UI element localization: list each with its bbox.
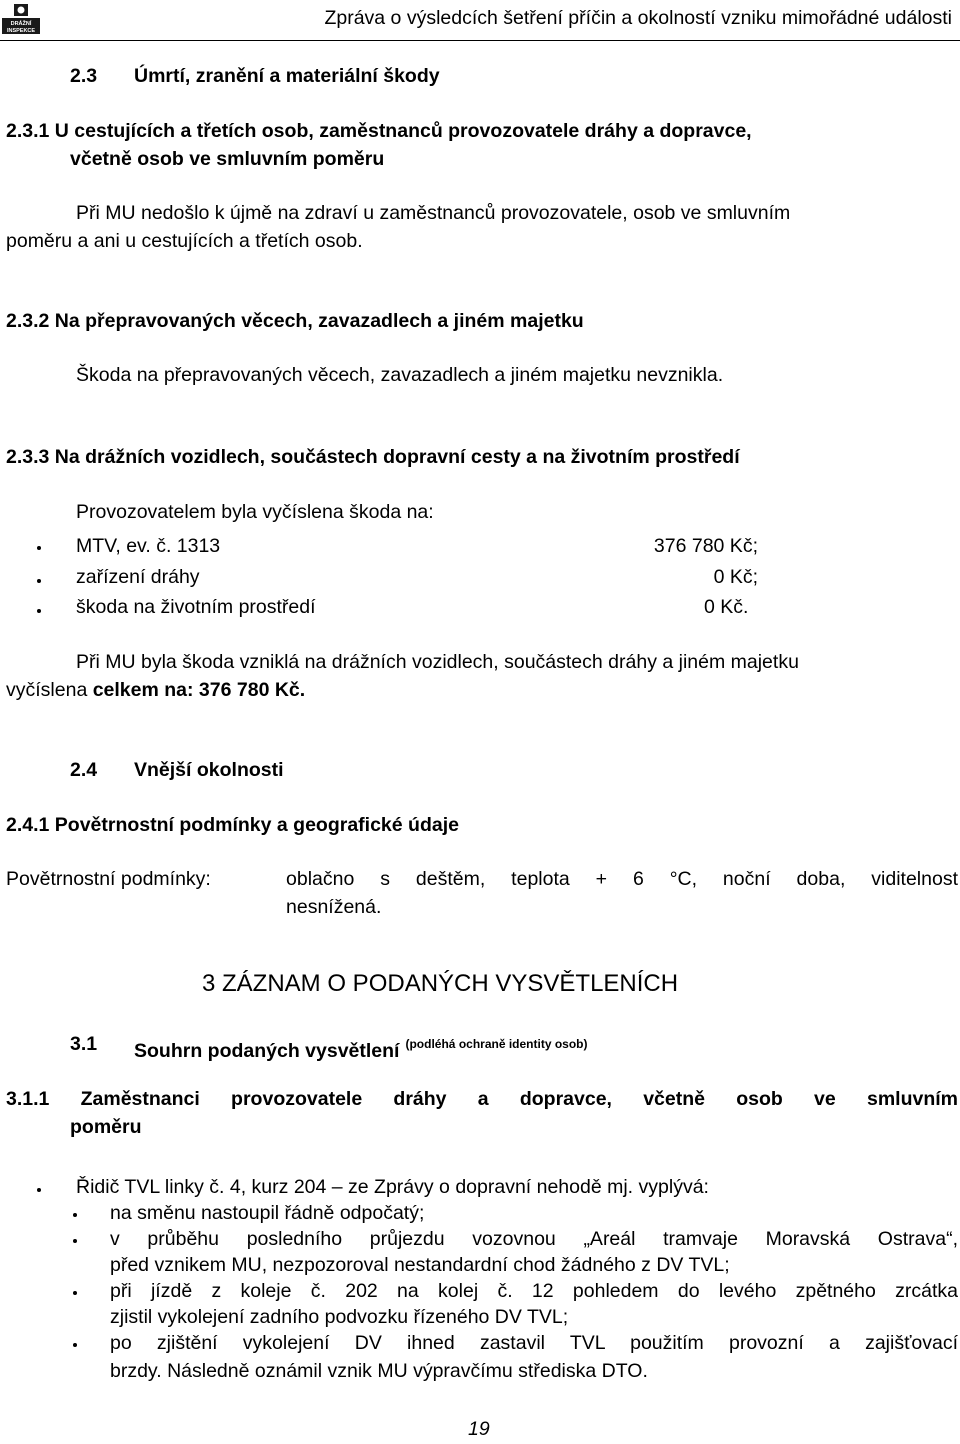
section-2-3-1-title-line1: 2.3.1 U cestujících a třetích osob, zaměstnanců provozovatele dráhy a dopravce,: [6, 120, 752, 142]
svg-text:DRÁŽNÍ: DRÁŽNÍ: [10, 21, 32, 27]
weather-value-line2: nesnížená.: [286, 896, 382, 918]
driver-point-line2: zjistil vykolejení zadního podvozku řízeného DV TVL;: [110, 1306, 569, 1328]
section-2-4-1-title: 2.4.1 Povětrnostní podmínky a geografické údaje: [6, 814, 459, 836]
damage-item-value: 376 780 Kč;: [653, 535, 758, 557]
damage-total: celkem na: 376 780 Kč.: [92, 679, 306, 701]
driver-point-line1: na směnu nastoupil řádně odpočatý;: [110, 1202, 425, 1224]
damage-summary-line2: vyčíslena celkem na: 376 780 Kč.: [6, 679, 306, 701]
section-2-3-3-title: 2.3.3 Na drážních vozidlech, součástech dopravní cesty a na životním prostředí: [6, 446, 740, 468]
identity-protection-note: (podléhá ochraně identity osob): [405, 1037, 588, 1051]
damage-item-value: 0 Kč;: [713, 566, 758, 588]
bullet-icon: [37, 546, 41, 550]
chapter-3-title: 3 ZÁZNAM O PODANÝCH VYSVĚTLENÍCH: [202, 970, 679, 997]
section-2-3-1-text-line1: Při MU nedošlo k újmě na zdraví u zaměstnanců provozovatele, osob ve smluvním: [76, 202, 791, 224]
section-2-3-1-title-line2: včetně osob ve smluvním poměru: [70, 148, 385, 170]
damage-item-label: škoda na životním prostředí: [76, 596, 316, 618]
bullet-icon: [73, 1213, 77, 1217]
damage-item-label: MTV, ev. č. 1313: [76, 535, 221, 557]
section-2-3-title: Úmrtí, zranění a materiální škody: [134, 65, 440, 87]
section-3-1-1-title-line2: poměru: [70, 1116, 142, 1138]
weather-label: Povětrnostní podmínky:: [6, 868, 211, 890]
damage-item-label: zařízení dráhy: [76, 566, 200, 588]
driver-point-line1: po zjištění vykolejení DV ihned zastavil TVL použitím provozní a zajišťovací: [110, 1332, 958, 1354]
driver-point-line2: brzdy. Následně oznámil vznik MU výpravčímu střediska DTO.: [110, 1360, 648, 1382]
section-2-3-1-text-line2: poměru a ani u cestujících a třetích osob.: [6, 230, 363, 252]
header-title: Zpráva o výsledcích šetření příčin a okolností vzniku mimořádné události: [324, 7, 952, 29]
page-number: 19: [468, 1418, 490, 1440]
driver-statement-intro: Řidič TVL linky č. 4, kurz 204 – ze Zprávy o dopravní nehodě mj. vyplývá:: [76, 1176, 709, 1198]
page-header: [0, 0, 960, 41]
drazni-inspekce-logo: [2, 4, 40, 34]
weather-value-line1: oblačno s deštěm, teplota + 6 °C, noční doba, viditelnost: [286, 868, 958, 890]
section-2-3-2-text: Škoda na přepravovaných věcech, zavazadlech a jiném majetku nevznikla.: [76, 364, 724, 386]
section-2-3-2-title: 2.3.2 Na přepravovaných věcech, zavazadlech a jiném majetku: [6, 310, 584, 332]
section-3-1-1-title-line1: 3.1.1 Zaměstnanci provozovatele dráhy a dopravce, včetně osob ve smluvním: [6, 1088, 958, 1110]
driver-point-line2: před vznikem MU, nezpozoroval nestandardní chod žádného z DV TVL;: [110, 1254, 730, 1276]
section-3-1-title: Souhrn podaných vysvětlení $^{(podléhá ochraně identity osob)}$: [134, 1037, 588, 1062]
bullet-icon: [37, 609, 41, 613]
damage-item-value: 0 Kč.: [704, 596, 749, 618]
driver-point-line1: při jízdě z koleje č. 202 na kolej č. 12 pohledem do levého zpětného zrcátka: [110, 1280, 958, 1302]
damage-summary-line1: Při MU byla škoda vzniklá na drážních vozidlech, součástech dráhy a jiném majetku: [76, 651, 799, 673]
section-2-4-number: 2.4: [70, 759, 98, 781]
section-3-1-number: 3.1: [70, 1033, 98, 1055]
bullet-icon: [73, 1239, 77, 1243]
bullet-icon: [73, 1291, 77, 1295]
section-2-3-number: 2.3: [70, 65, 98, 87]
bullet-icon: [37, 1188, 41, 1192]
svg-text:INSPEKCE: INSPEKCE: [6, 28, 36, 34]
bullet-icon: [73, 1343, 77, 1347]
damage-intro: Provozovatelem byla vyčíslena škoda na:: [76, 501, 434, 523]
driver-point-line1: v průběhu posledního průjezdu vozovnou „Areál tramvaje Moravská Ostrava“,: [110, 1228, 958, 1250]
bullet-icon: [37, 579, 41, 583]
section-2-4-title: Vnější okolnosti: [134, 759, 284, 781]
